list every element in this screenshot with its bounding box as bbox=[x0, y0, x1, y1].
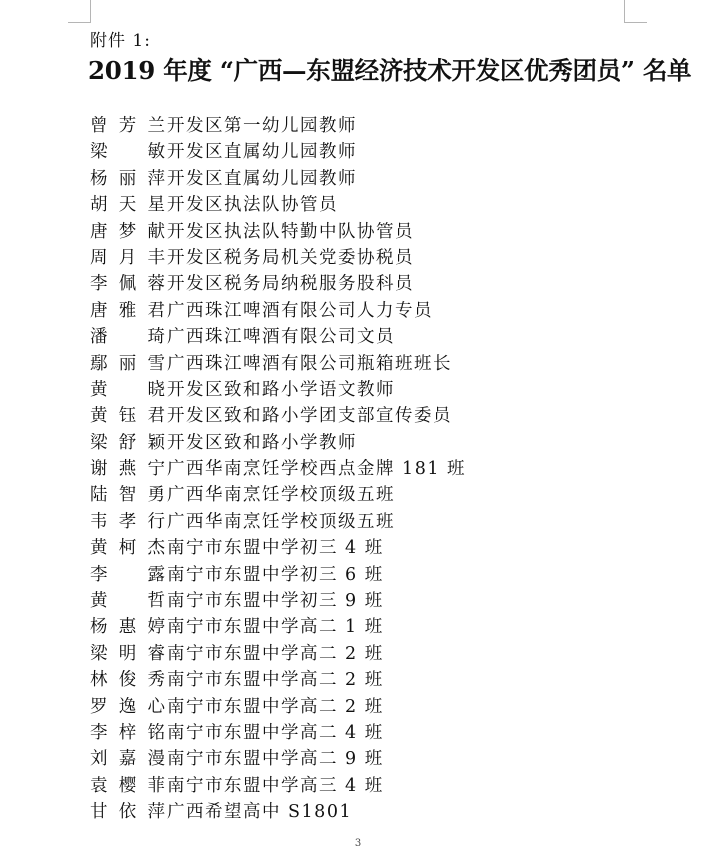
member-name: 梁 敏 bbox=[90, 142, 165, 163]
member-name: 黄柯杰 bbox=[90, 538, 165, 559]
member-unit: 广西珠江啤酒有限公司瓶箱班班长 bbox=[167, 353, 452, 374]
list-item bbox=[90, 430, 466, 456]
list-item bbox=[90, 799, 466, 825]
list-item bbox=[90, 746, 466, 772]
list-item bbox=[90, 219, 466, 245]
crop-mark-top-left bbox=[68, 0, 91, 23]
list-item bbox=[90, 377, 466, 403]
member-unit: 开发区直属幼儿园教师 bbox=[167, 168, 357, 189]
member-name: 李梓铭 bbox=[90, 722, 165, 743]
member-unit: 开发区执法队协管员 bbox=[167, 195, 338, 216]
list-item bbox=[90, 298, 466, 324]
member-name: 唐雅君 bbox=[90, 300, 165, 321]
list-item bbox=[90, 509, 466, 535]
attachment-label: 附件 1: bbox=[90, 31, 151, 51]
list-item bbox=[90, 271, 466, 297]
member-name: 胡天星 bbox=[90, 195, 165, 216]
member-unit: 开发区致和路小学语文教师 bbox=[167, 379, 395, 400]
member-name: 梁舒颖 bbox=[90, 432, 165, 453]
member-unit: 广西华南烹饪学校顶级五班 bbox=[167, 511, 395, 532]
list-item bbox=[90, 324, 466, 350]
list-item bbox=[90, 245, 466, 271]
member-unit: 开发区执法队特勤中队协管员 bbox=[167, 221, 414, 242]
crop-mark-top-right bbox=[624, 0, 647, 23]
member-name: 袁樱菲 bbox=[90, 775, 165, 796]
member-name: 谢燕宁 bbox=[90, 459, 165, 480]
document-title: 2019 年度 “广西—东盟经济技术开发区优秀团员” 名单 bbox=[88, 56, 692, 85]
member-name: 杨丽萍 bbox=[90, 168, 165, 189]
list-item bbox=[90, 139, 466, 165]
member-unit: 南宁市东盟中学高二 9 班 bbox=[167, 749, 384, 770]
list-item bbox=[90, 588, 466, 614]
list-item bbox=[90, 403, 466, 429]
member-unit: 南宁市东盟中学高二 4 班 bbox=[167, 722, 384, 743]
member-unit: 开发区致和路小学教师 bbox=[167, 432, 357, 453]
member-unit: 南宁市东盟中学高三 4 班 bbox=[167, 775, 384, 796]
member-name: 曾芳兰 bbox=[90, 116, 165, 136]
member-unit: 开发区第一幼儿园教师 bbox=[167, 116, 357, 136]
member-name: 李佩蓉 bbox=[90, 274, 165, 295]
member-name: 甘依萍 bbox=[90, 802, 165, 823]
member-list bbox=[90, 113, 466, 826]
list-item bbox=[90, 456, 466, 482]
member-name: 刘嘉漫 bbox=[90, 749, 165, 770]
list-item bbox=[90, 562, 466, 588]
list-item bbox=[90, 166, 466, 192]
member-name: 唐梦献 bbox=[90, 221, 165, 242]
member-unit: 开发区致和路小学团支部宣传委员 bbox=[167, 406, 452, 427]
list-item bbox=[90, 192, 466, 218]
member-name: 周月丰 bbox=[90, 247, 165, 268]
list-item bbox=[90, 351, 466, 377]
member-name: 鄢丽雪 bbox=[90, 353, 165, 374]
member-name: 陆智勇 bbox=[90, 485, 165, 506]
member-unit: 广西华南烹饪学校顶级五班 bbox=[167, 485, 395, 506]
member-unit: 南宁市东盟中学高二 2 班 bbox=[167, 643, 384, 664]
member-name: 黄 哲 bbox=[90, 591, 165, 612]
member-name: 潘 琦 bbox=[90, 327, 165, 348]
member-name: 梁明睿 bbox=[90, 643, 165, 664]
page-number: 3 bbox=[354, 838, 362, 849]
list-item bbox=[90, 641, 466, 667]
member-unit: 广西华南烹饪学校西点金牌 181 班 bbox=[167, 459, 467, 480]
list-item bbox=[90, 535, 466, 561]
member-name: 杨惠婷 bbox=[90, 617, 165, 638]
member-unit: 开发区直属幼儿园教师 bbox=[167, 142, 357, 163]
member-name: 黄钰君 bbox=[90, 406, 165, 427]
member-unit: 南宁市东盟中学初三 4 班 bbox=[167, 538, 384, 559]
list-item bbox=[90, 694, 466, 720]
member-unit: 广西珠江啤酒有限公司人力专员 bbox=[167, 300, 433, 321]
member-name: 李 露 bbox=[90, 564, 165, 585]
member-unit: 南宁市东盟中学高二 1 班 bbox=[167, 617, 384, 638]
member-name: 林俊秀 bbox=[90, 670, 165, 691]
member-name: 罗逸心 bbox=[90, 696, 165, 717]
list-item bbox=[90, 113, 466, 139]
member-unit: 南宁市东盟中学高二 2 班 bbox=[167, 670, 384, 691]
member-unit: 南宁市东盟中学高二 2 班 bbox=[167, 696, 384, 717]
member-unit: 开发区税务局纳税服务股科员 bbox=[167, 274, 414, 295]
member-name: 韦孝行 bbox=[90, 511, 165, 532]
list-item bbox=[90, 614, 466, 640]
list-item bbox=[90, 667, 466, 693]
member-unit: 开发区税务局机关党委协税员 bbox=[167, 247, 414, 268]
member-unit: 广西希望高中 S1801 bbox=[167, 802, 353, 823]
member-unit: 南宁市东盟中学初三 9 班 bbox=[167, 591, 384, 612]
list-item bbox=[90, 773, 466, 799]
member-unit: 南宁市东盟中学初三 6 班 bbox=[167, 564, 384, 585]
list-item bbox=[90, 720, 466, 746]
list-item bbox=[90, 482, 466, 508]
member-name: 黄 晓 bbox=[90, 379, 165, 400]
member-unit: 广西珠江啤酒有限公司文员 bbox=[167, 327, 395, 348]
